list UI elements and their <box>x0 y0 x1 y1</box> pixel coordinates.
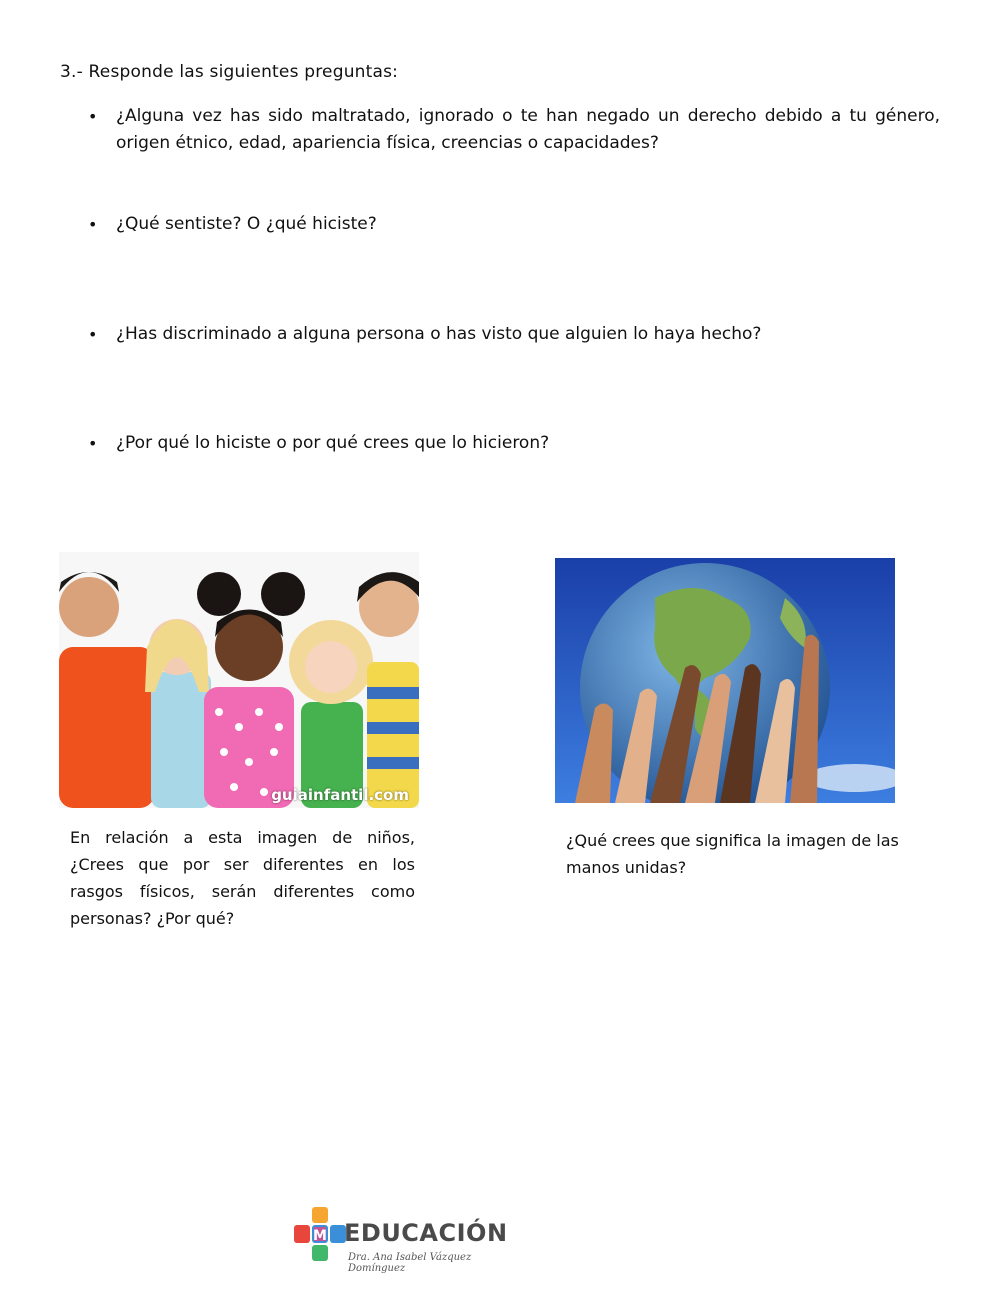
globe-hands-illustration <box>555 558 895 803</box>
bullet-icon: • <box>88 215 98 234</box>
globe-photo-caption: ¿Qué crees que significa la imagen de las manos unidas? <box>566 831 899 877</box>
logo-wordmark: EDUCACIÓN <box>344 1219 508 1247</box>
question-text: ¿Por qué lo hiciste o por qué crees que lo hicieron? <box>116 433 550 453</box>
question-text: ¿Has discriminado a alguna persona o has visto que alguien lo haya hecho? <box>116 324 762 344</box>
question-text: ¿Qué sentiste? O ¿qué hiciste? <box>116 214 377 234</box>
educacion-logo <box>294 1207 514 1274</box>
children-photo <box>59 552 419 808</box>
question-3 <box>88 321 940 348</box>
logo-subtitle: Dra. Ana Isabel Vázquez Domínguez <box>348 1252 472 1274</box>
question-text: ¿Alguna vez has sido maltratado, ignorado o te han negado un derecho debido a tu género, origen étnico, edad, apariencia física, creencias o capacidades? <box>116 106 940 153</box>
bullet-icon: • <box>88 107 98 126</box>
bullet-icon: • <box>88 325 98 344</box>
bullet-icon: • <box>88 434 98 453</box>
question-4 <box>88 430 940 457</box>
children-photo-caption: En relación a esta imagen de niños, ¿Crees que por ser diferentes en los rasgos físicos, serán diferentes como personas? ¿Por qué? <box>70 828 415 928</box>
question-2 <box>88 211 940 238</box>
question-1 <box>88 103 940 157</box>
logo-letter: M <box>313 1228 327 1244</box>
children-illustration <box>59 552 419 808</box>
globe-hands-photo <box>555 558 895 803</box>
logo-cross-icon <box>294 1207 346 1269</box>
photo-watermark: guiainfantil.com <box>271 786 409 804</box>
section-heading: 3.- Responde las siguientes preguntas: <box>60 62 399 82</box>
